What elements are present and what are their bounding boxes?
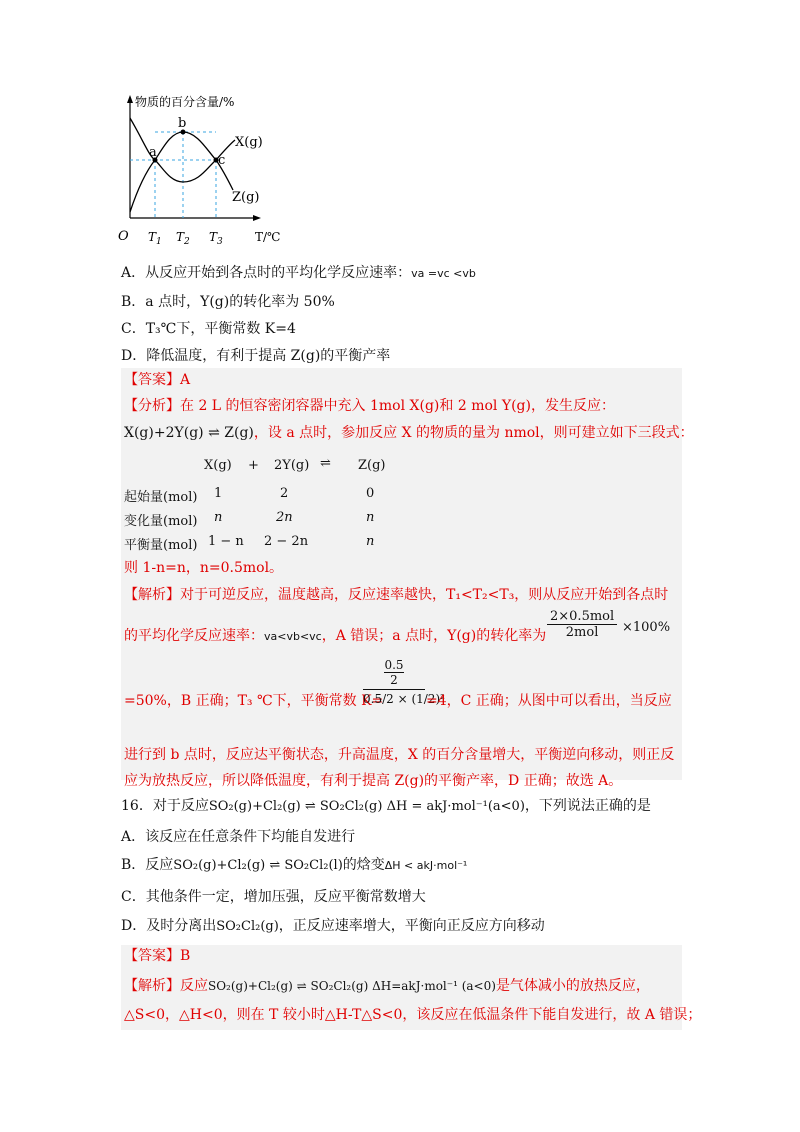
table-header-z: Z(g) [358, 458, 386, 473]
q15-conversion-fraction [547, 609, 617, 640]
q15-option-a-text: A．从反应开始到各点时的平均化学反应速率： [121, 265, 412, 281]
q16-option-d [121, 915, 545, 938]
table-header-plus: + [248, 458, 259, 473]
q15-explain-line3-tail: =4，C 正确；从图中可以看出，当反应 [426, 693, 672, 709]
k-top-value: 0.5 [384, 658, 404, 672]
q16-option-b-enthalpy: ΔH < akJ·mol⁻¹ [384, 859, 468, 872]
table-row-change-label: 变化量(mol) [124, 514, 198, 529]
table-row-change-z: n [366, 510, 375, 525]
q15-k-expression [363, 658, 445, 706]
q15-explain-line3: =50%，B 正确；T₃ ℃下，平衡常数 K= [124, 693, 384, 709]
q16-answer: 【答案】B [124, 948, 191, 964]
table-row-initial-x: 1 [214, 486, 223, 501]
q16-stem-lead: 16．对于反应 [121, 798, 209, 814]
k-bottom: 0.5/2 × (1/2)² [363, 689, 425, 706]
point-a-label: a [149, 145, 157, 160]
point-b-label: b [178, 116, 187, 131]
q15-answer: 【答案】A [124, 372, 191, 388]
curve-x-label: X(g) [235, 135, 263, 150]
q15-option-a [121, 262, 476, 285]
q15-analysis-line1: 【分析】在 2 L 的恒容密闭容器中充入 1mol X(g)和 2 mol Y(g)，发生反应： [124, 398, 615, 414]
q16-option-a: A．该反应在任意条件下均能自发进行 [121, 829, 356, 845]
q15-option-a-relation: va =vc <vb [411, 267, 476, 280]
q16-option-d-lead: D．及时分离出 [121, 918, 217, 934]
q16-stem-equation: SO₂(g)+Cl₂(g) ⇌ SO₂Cl₂(g) ΔH = akJ·mol⁻¹(a<0) [208, 799, 525, 814]
table-header-y: 2Y(g) [274, 458, 310, 473]
table-row-initial-z: 0 [366, 486, 375, 501]
q15-option-b: B．a 点时，Y(g)的转化率为 50% [121, 294, 335, 310]
curve-z-label: Z(g) [232, 190, 260, 205]
q15-option-c: C．T₃℃下，平衡常数 K=4 [121, 321, 296, 337]
q16-explain-lead: 【解析】反应 [124, 978, 208, 994]
q16-option-c: C．其他条件一定，增加压强，反应平衡常数增大 [121, 889, 426, 905]
table-row-equilibrium-y: 2 − 2n [264, 534, 309, 549]
origin-label: O [118, 229, 129, 244]
q16-stem-tail: ，下列说法正确的是 [524, 798, 651, 814]
q15-explain-line1: 【解析】对于可逆反应，温度越高，反应速率越快，T₁<T₂<T₃，则从反应开始到各点时 [124, 587, 669, 603]
y-axis-arrow [127, 95, 133, 103]
q15-explain-line2-tail: ，A 错误；a 点时，Y(g)的转化率为 [321, 628, 547, 644]
table-row-change-y: 2n [276, 510, 293, 525]
tick-t2: $T_2$ [176, 230, 190, 247]
q16-option-b-lead: B．反应 [121, 857, 174, 873]
q15-then-line: 则 1-n=n，n=0.5mol。 [124, 560, 284, 576]
equilibrium-arrow-icon: ⇌ [320, 456, 331, 471]
k-top-den: 2 [384, 672, 404, 687]
q15-analysis-line2-text: ，设 a 点时，参加反应 X 的物质的量为 nmol，则可建立如下三段式： [253, 425, 694, 441]
q15-option-d: D．降低温度，有利于提高 Z(g)的平衡产率 [121, 348, 391, 364]
q16-explain-tail: 是气体减小的放热反应， [495, 978, 650, 994]
q16-option-d-species: SO₂Cl₂(g) [216, 919, 279, 934]
table-row-change-x: n [214, 510, 223, 525]
q16-explain-equation: SO₂(g)+Cl₂(g) ⇌ SO₂Cl₂(g) ΔH=akJ·mol⁻¹ (a<0) [208, 979, 496, 993]
point-c-label: c [218, 153, 226, 168]
table-row-initial-y: 2 [280, 486, 289, 501]
q15-analysis-line2 [124, 422, 694, 444]
fraction-tail: ×100% [622, 620, 671, 635]
q15-reaction-equation: X(g)+2Y(g) ⇌ Z(g) [124, 425, 254, 441]
q16-explain-line2: △S<0，△H<0，则在 T 较小时△H-T△S<0，该反应在低温条件下能自发进行，故 A 错误； [124, 1007, 702, 1023]
tick-t1: $T_1$ [148, 230, 162, 247]
tick-t3: $T_3$ [209, 230, 223, 247]
table-row-equilibrium-label: 平衡量(mol) [124, 538, 198, 553]
fraction-numerator: 2×0.5mol [547, 609, 617, 625]
curve-z [130, 132, 233, 212]
q15-rate-relation: va<vb<vc [264, 630, 322, 643]
q15-explain-line5: 应为放热反应，所以降低温度，有利于提高 Z(g)的平衡产率，D 正确；故选 A。 [124, 773, 623, 789]
table-row-equilibrium-x: 1 − n [208, 534, 244, 549]
y-axis-label: 物质的百分含量/% [135, 95, 235, 109]
q15-explain-line2-text: 的平均化学反应速率： [124, 628, 264, 644]
x-axis-label: T/℃ [255, 230, 281, 244]
fraction-denominator: 2mol [565, 625, 599, 640]
q16-option-b-equation: SO₂(g)+Cl₂(g) ⇌ SO₂Cl₂(l) [173, 858, 343, 873]
q15-explain-line4: 进行到 b 点时，反应达平衡状态，升高温度，X 的百分含量增大，平衡逆向移动，则正反 [124, 747, 675, 763]
q15-three-stage-table [124, 458, 424, 558]
equilibrium-graph [115, 90, 295, 250]
q16-option-d-tail: ，正反应速率增大，平衡向正反应方向移动 [278, 918, 545, 934]
q16-option-b [121, 854, 467, 877]
q16-stem [121, 795, 651, 818]
table-row-equilibrium-z: n [366, 534, 375, 549]
q15-explain-line2 [124, 625, 546, 648]
q16-explain-line1 [124, 975, 650, 997]
table-row-initial-label: 起始量(mol) [124, 490, 198, 505]
q16-option-b-mid: 的焓变 [342, 857, 385, 873]
table-header-x: X(g) [204, 458, 232, 473]
x-axis-arrow [253, 215, 261, 221]
